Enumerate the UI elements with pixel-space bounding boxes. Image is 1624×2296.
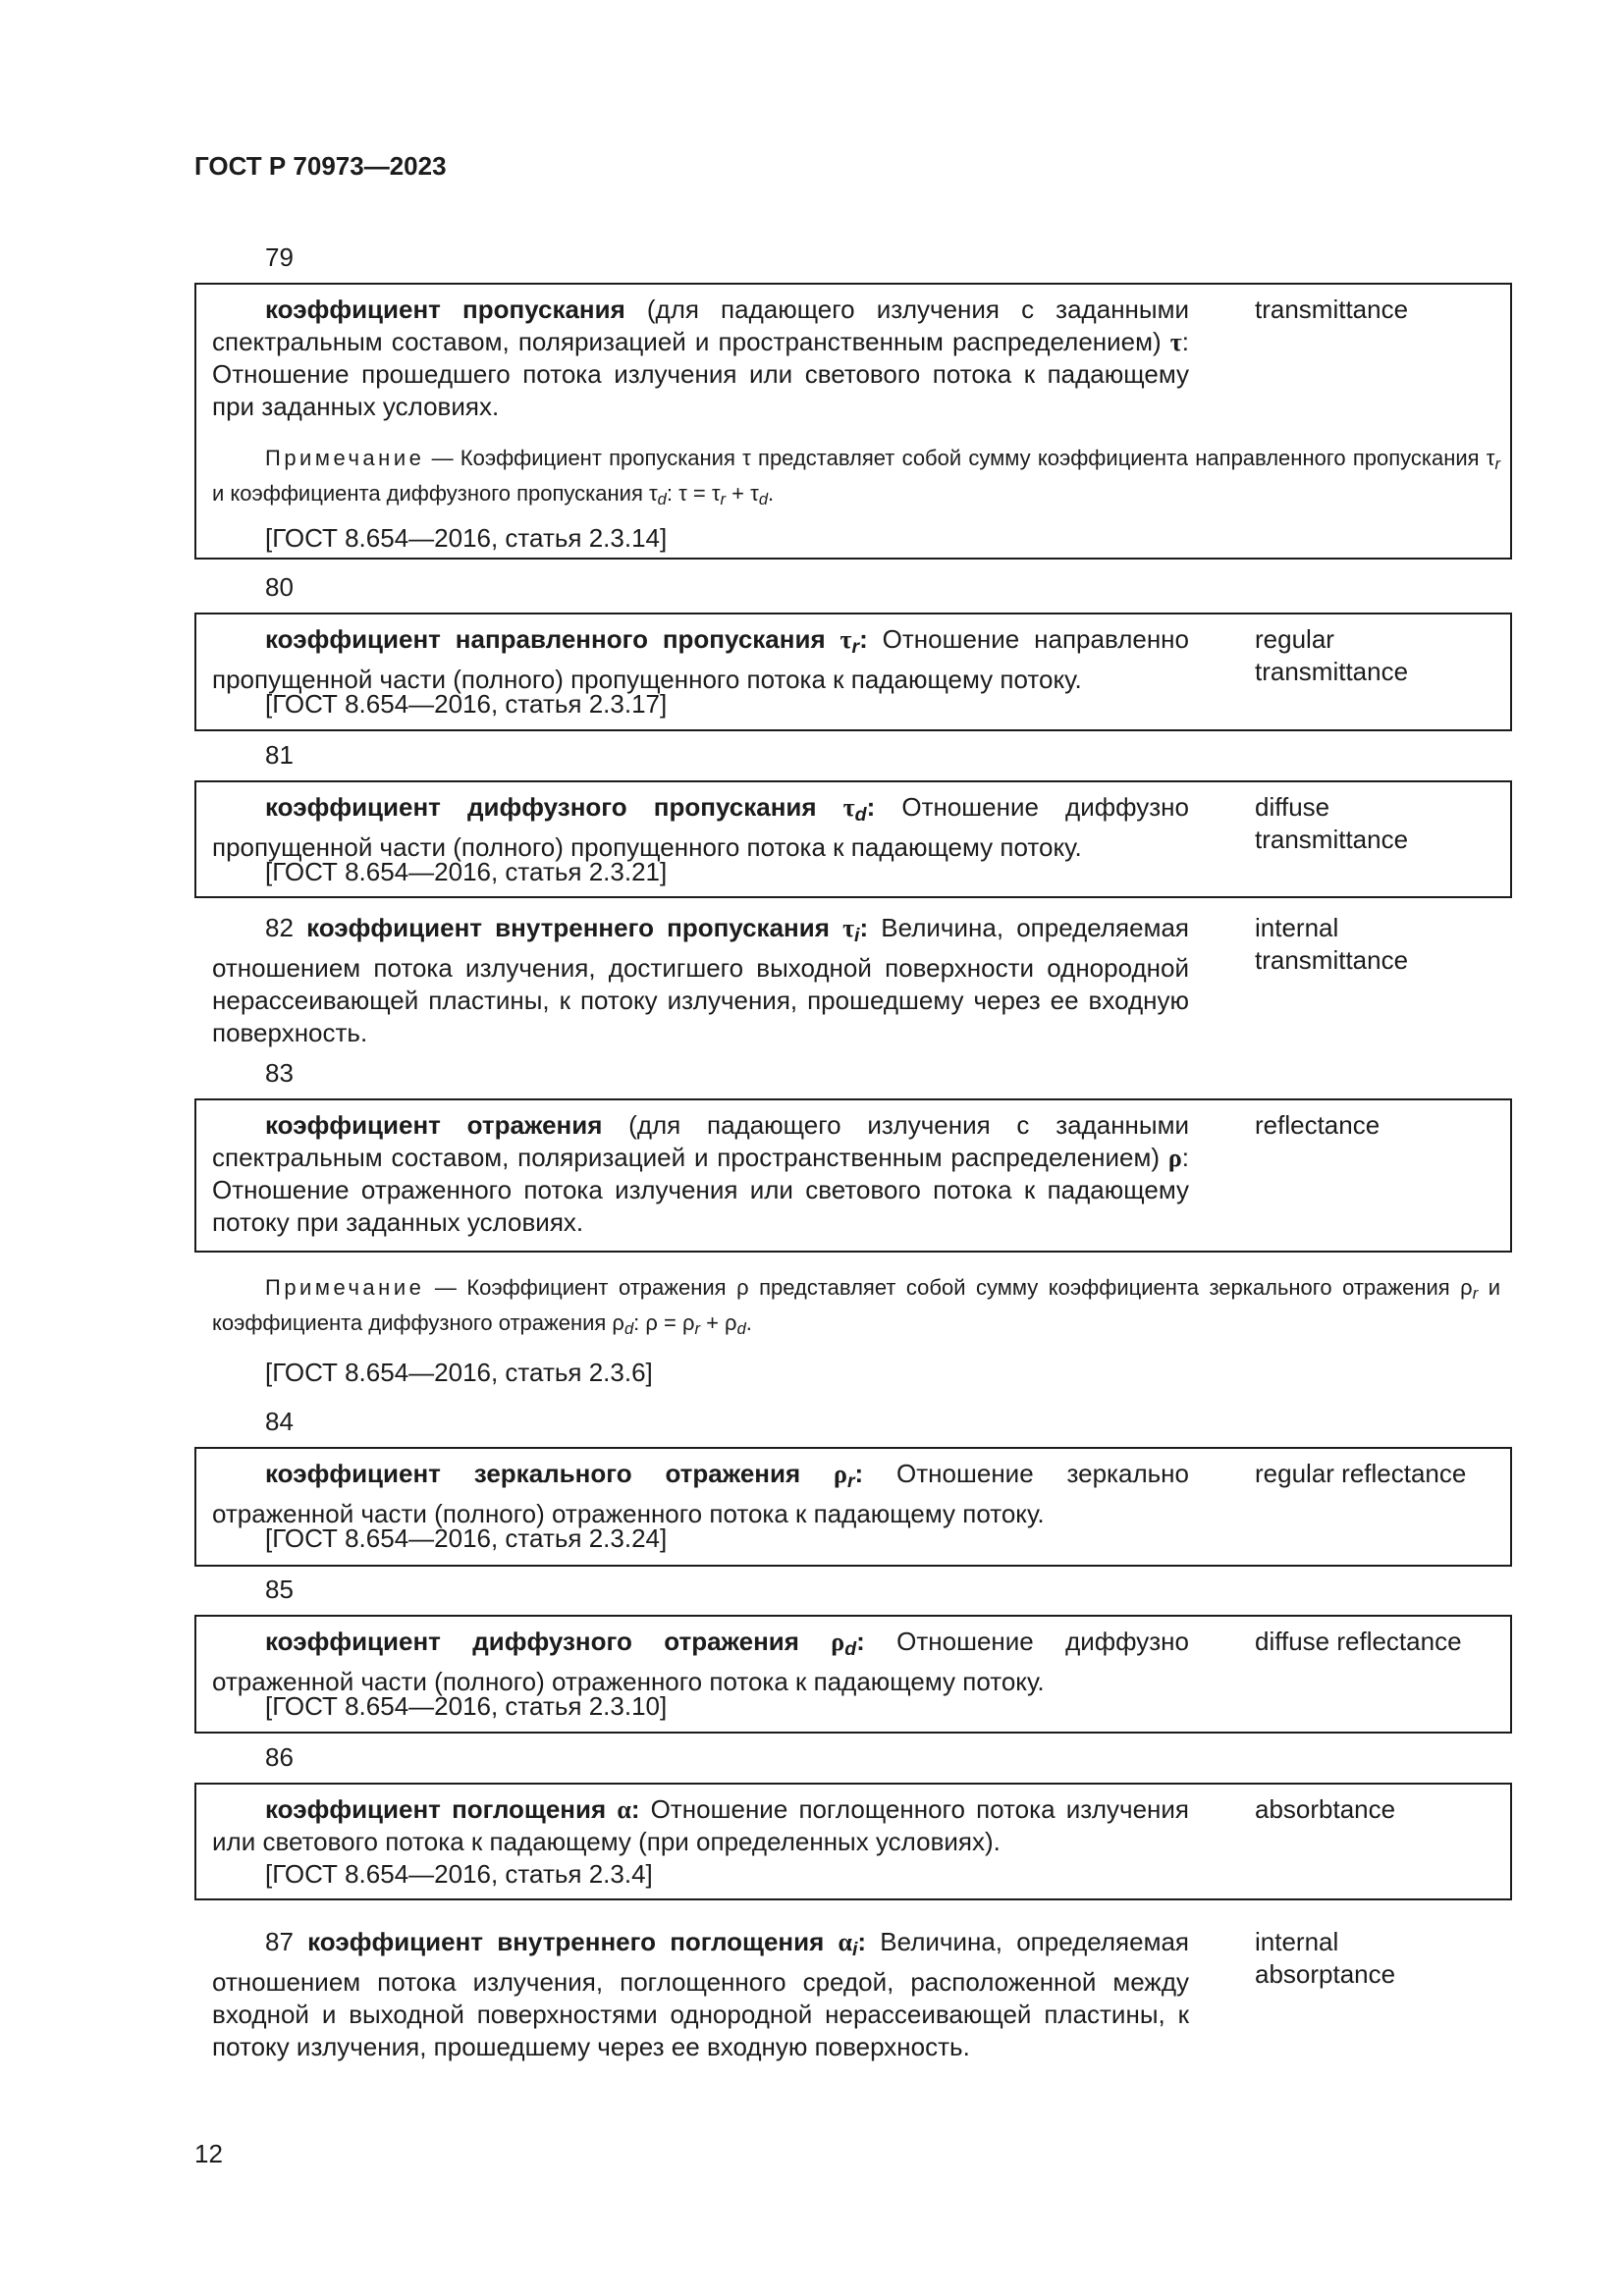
document-header: ГОСТ Р 70973—2023: [194, 151, 447, 181]
term-definition-82: 82 коэффициент внутреннего пропускания $\tau_i$: Величина, определяемая отношением потока излучения, достигшего выходной поверхности однородной нерассеивающей пластины, к потоку излучения, прошедшему через ее входную поверхность.: [212, 913, 1189, 1047]
note-label: Примечание: [265, 1275, 425, 1300]
term-name-87: коэффициент внутреннего поглощения: [307, 1927, 839, 1956]
term-name-86: коэффициент поглощения: [265, 1794, 618, 1824]
term-number-79: 79: [265, 242, 294, 272]
term-number-87: 87: [265, 1927, 294, 1956]
note-79: Примечание — Коэффициент пропускания τ представляет собой сумму коэффициента направленного пропускания $\tau_r$ и коэффициента диффузного пропускания $\tau_d$: $\tau = \tau_r + \tau_d$.: [212, 446, 1500, 509]
term-definition-87: 87 коэффициент внутреннего поглощения $\alpha_i$: Величина, определяемая отношением потока излучения, поглощенного средой, расположенной между входной и выходной поверхностями однородной нерассеивающей пластины, к потоку излучения, прошедшему через ее входную поверхность.: [212, 1927, 1189, 2061]
term-symbol-84: ρ: [834, 1460, 847, 1488]
term-english-81: diffuse transmittance: [1255, 792, 1409, 854]
term-number-84: 84: [265, 1407, 294, 1436]
source-reference-84: [ГОСТ 8.654—2016, статья 2.3.24]: [265, 1523, 668, 1553]
term-name-79: коэффициент пропускания: [265, 294, 625, 324]
term-number-85: 85: [265, 1575, 294, 1604]
term-symbol-82: τ: [842, 914, 855, 942]
term-english-87: internal absorptance: [1255, 1927, 1396, 1989]
source-reference-86: [ГОСТ 8.654—2016, статья 2.3.4]: [265, 1859, 653, 1889]
term-english-82: internal transmittance: [1255, 913, 1409, 975]
term-symbol-81: τ: [842, 793, 855, 822]
term-definition-84: коэффициент зеркального отражения $\rho_r$: Отношение зеркально отраженной части (полного) отраженного потока к падающему потоку.: [212, 1459, 1189, 1528]
term-name-80: коэффициент направленного пропускания: [265, 624, 840, 654]
page-number: 12: [194, 2139, 223, 2168]
term-definition-86: коэффициент поглощения α: Отношение поглощенного потока излучения или светового потока к падающему (при определенных условиях).: [212, 1794, 1189, 1856]
term-english-86: absorbtance: [1255, 1794, 1396, 1824]
term-symbol-85: ρ: [831, 1628, 845, 1656]
term-symbol-86: α: [617, 1795, 631, 1824]
term-number-82: 82: [265, 913, 294, 942]
source-reference-85: [ГОСТ 8.654—2016, статья 2.3.10]: [265, 1691, 668, 1721]
term-symbol-79: τ: [1169, 328, 1182, 356]
term-number-81: 81: [265, 740, 294, 770]
source-reference-83: [ГОСТ 8.654—2016, статья 2.3.6]: [265, 1358, 653, 1387]
term-english-85: diffuse reflectance: [1255, 1627, 1462, 1656]
note-83: Примечание — Коэффициент отражения ρ представляет собой сумму коэффициента зеркального отражения $\rho_r$ и коэффициента диффузного отражения $\rho_d$: $\rho = \rho_r + \rho_d$.: [212, 1275, 1500, 1339]
term-name-84: коэффициент зеркального отражения: [265, 1459, 835, 1488]
note-label: Примечание: [265, 446, 425, 470]
term-definition-83: коэффициент отражения (для падающего излучения с заданными спектральным составом, поляризацией и пространственным распределением) ρ: Отношение отраженного потока излучения или светового потока к падающему потоку при заданных условиях.: [212, 1110, 1190, 1237]
term-name-82: коэффициент внутреннего пропускания: [306, 913, 843, 942]
term-symbol-87: α: [838, 1928, 852, 1956]
term-number-83: 83: [265, 1058, 294, 1088]
source-reference-81: [ГОСТ 8.654—2016, статья 2.3.21]: [265, 857, 668, 886]
term-english-80: regular transmittance: [1255, 624, 1409, 686]
source-reference-79: [ГОСТ 8.654—2016, статья 2.3.14]: [265, 523, 668, 553]
term-definition-85: коэффициент диффузного отражения $\rho_d$: Отношение диффузно отраженной части (полного) отраженного потока к падающему потоку.: [212, 1627, 1189, 1696]
term-name-81: коэффициент диффузного пропускания: [265, 792, 843, 822]
term-english-83: reflectance: [1255, 1110, 1380, 1140]
term-number-80: 80: [265, 572, 294, 602]
term-name-83: коэффициент отражения: [265, 1110, 603, 1140]
term-symbol-83: ρ: [1167, 1144, 1182, 1172]
term-name-85: коэффициент диффузного отражения: [265, 1627, 832, 1656]
term-definition-80: коэффициент направленного пропускания $\tau_r$: Отношение направленно пропущенной части (полного) пропущенного потока к падающему потоку.: [212, 624, 1189, 694]
term-symbol-80: τ: [839, 625, 852, 654]
term-definition-81: коэффициент диффузного пропускания $\tau_d$: Отношение диффузно пропущенной части (полного) пропущенного потока к падающему потоку.: [212, 792, 1189, 862]
term-english-79: transmittance: [1255, 294, 1409, 324]
source-reference-80: [ГОСТ 8.654—2016, статья 2.3.17]: [265, 689, 668, 719]
term-number-86: 86: [265, 1742, 294, 1772]
term-english-84: regular reflectance: [1255, 1459, 1467, 1488]
term-definition-79: коэффициент пропускания (для падающего излучения с заданными спектральным составом, поляризацией и пространственным распределением) τ: Отношение прошедшего потока излучения или светового потока к падающему при заданных условиях.: [212, 294, 1189, 421]
